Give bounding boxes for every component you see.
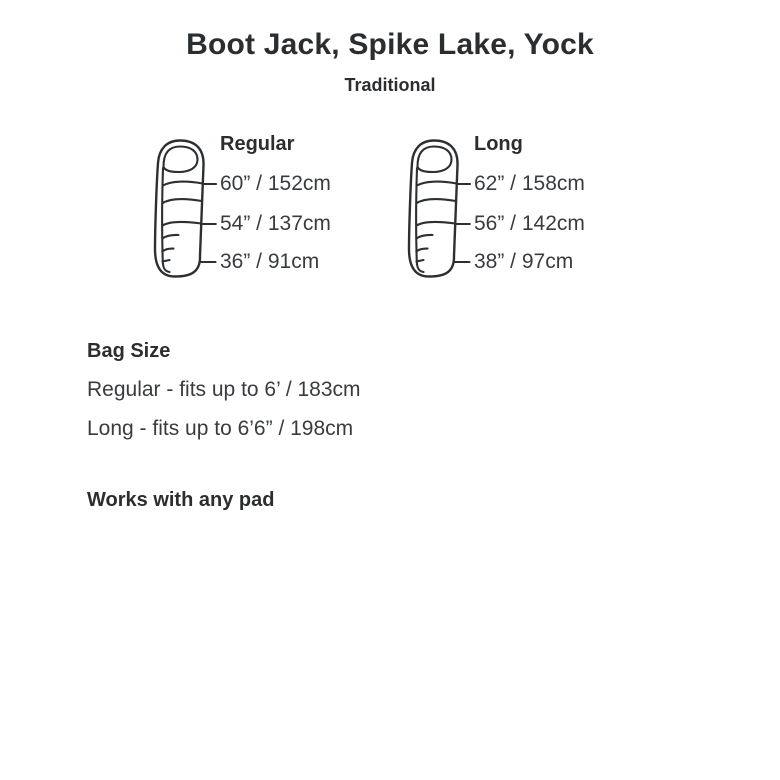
page-title: Boot Jack, Spike Lake, Yock	[186, 28, 594, 61]
girth-measurement-hip: 56” / 142cm	[474, 212, 585, 235]
page-subtitle: Traditional	[344, 75, 436, 95]
mummy-sleeping-bag-icon	[151, 138, 217, 278]
size-diagram-regular	[151, 133, 381, 286]
pad-compatibility-note: Works with any pad	[87, 489, 275, 511]
bag-size-long-line: Long - fits up to 6’6” / 198cm	[87, 417, 354, 440]
mummy-sleeping-bag-icon	[405, 138, 471, 278]
girth-measurement-foot: 38” / 97cm	[474, 250, 574, 273]
girth-measurement-shoulder: 62” / 158cm	[474, 172, 585, 195]
girth-measurement-foot: 36” / 91cm	[220, 250, 320, 273]
size-label-regular: Regular	[220, 133, 295, 155]
girth-measurement-hip: 54” / 137cm	[220, 212, 331, 235]
size-label-long: Long	[474, 133, 523, 155]
size-diagram-long	[405, 133, 635, 286]
bag-size-regular-line: Regular - fits up to 6’ / 183cm	[87, 378, 361, 401]
bag-size-heading: Bag Size	[87, 340, 171, 362]
girth-measurement-shoulder: 60” / 152cm	[220, 172, 331, 195]
